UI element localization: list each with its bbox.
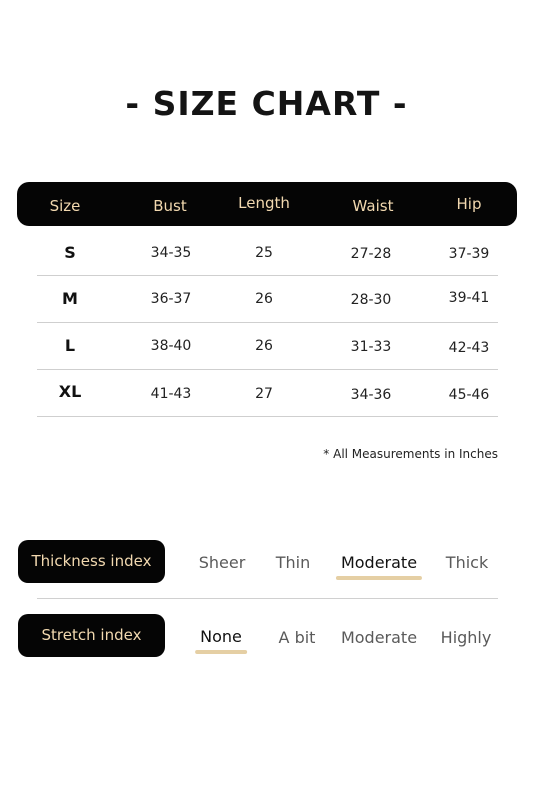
hip-cell: 39-41: [448, 290, 490, 306]
bust-cell: 34-35: [150, 245, 192, 261]
thickness-option-sheer: Sheer: [198, 553, 246, 572]
bust-cell: 36-37: [150, 291, 192, 307]
thickness-index-label: Thickness index: [18, 540, 165, 583]
table-header: [17, 182, 517, 226]
measurement-note: * All Measurements in Inches: [323, 447, 498, 461]
waist-cell: 28-30: [350, 292, 392, 308]
table-row: [37, 276, 498, 323]
table-row: [37, 229, 498, 276]
size-cell: S: [64, 243, 76, 262]
header-bust: Bust: [153, 197, 187, 215]
size-cell: XL: [58, 382, 82, 401]
size-cell: L: [64, 336, 76, 355]
waist-cell: 34-36: [350, 387, 392, 403]
page-title: - SIZE CHART -: [125, 84, 408, 123]
thickness-option-moderate: Moderate: [341, 553, 417, 572]
header-length: Length: [238, 194, 290, 212]
table-row: [37, 370, 498, 417]
table-row: [37, 323, 498, 370]
thickness-option-thick: Thick: [445, 553, 489, 572]
length-cell: 25: [255, 245, 273, 261]
selection-underline: [195, 650, 247, 654]
header-waist: Waist: [352, 197, 394, 215]
hip-cell: 42-43: [448, 340, 490, 356]
hip-cell: 45-46: [448, 387, 490, 403]
stretch-option-a-bit: A bit: [278, 628, 316, 647]
length-cell: 26: [255, 338, 273, 354]
section-divider: [37, 598, 498, 599]
thickness-option-thin: Thin: [275, 553, 311, 572]
stretch-index-label: Stretch index: [18, 614, 165, 657]
stretch-option-none: None: [200, 627, 242, 646]
stretch-option-highly: Highly: [440, 628, 492, 647]
length-cell: 27: [255, 386, 273, 402]
selection-underline: [336, 576, 422, 580]
length-cell: 26: [255, 291, 273, 307]
waist-cell: 27-28: [350, 246, 392, 262]
bust-cell: 38-40: [150, 338, 192, 354]
header-size: Size: [49, 197, 81, 215]
bust-cell: 41-43: [150, 386, 192, 402]
stretch-option-moderate: Moderate: [340, 628, 418, 647]
hip-cell: 37-39: [448, 246, 490, 262]
header-hip: Hip: [456, 195, 482, 213]
waist-cell: 31-33: [350, 339, 392, 355]
size-cell: M: [62, 289, 78, 308]
